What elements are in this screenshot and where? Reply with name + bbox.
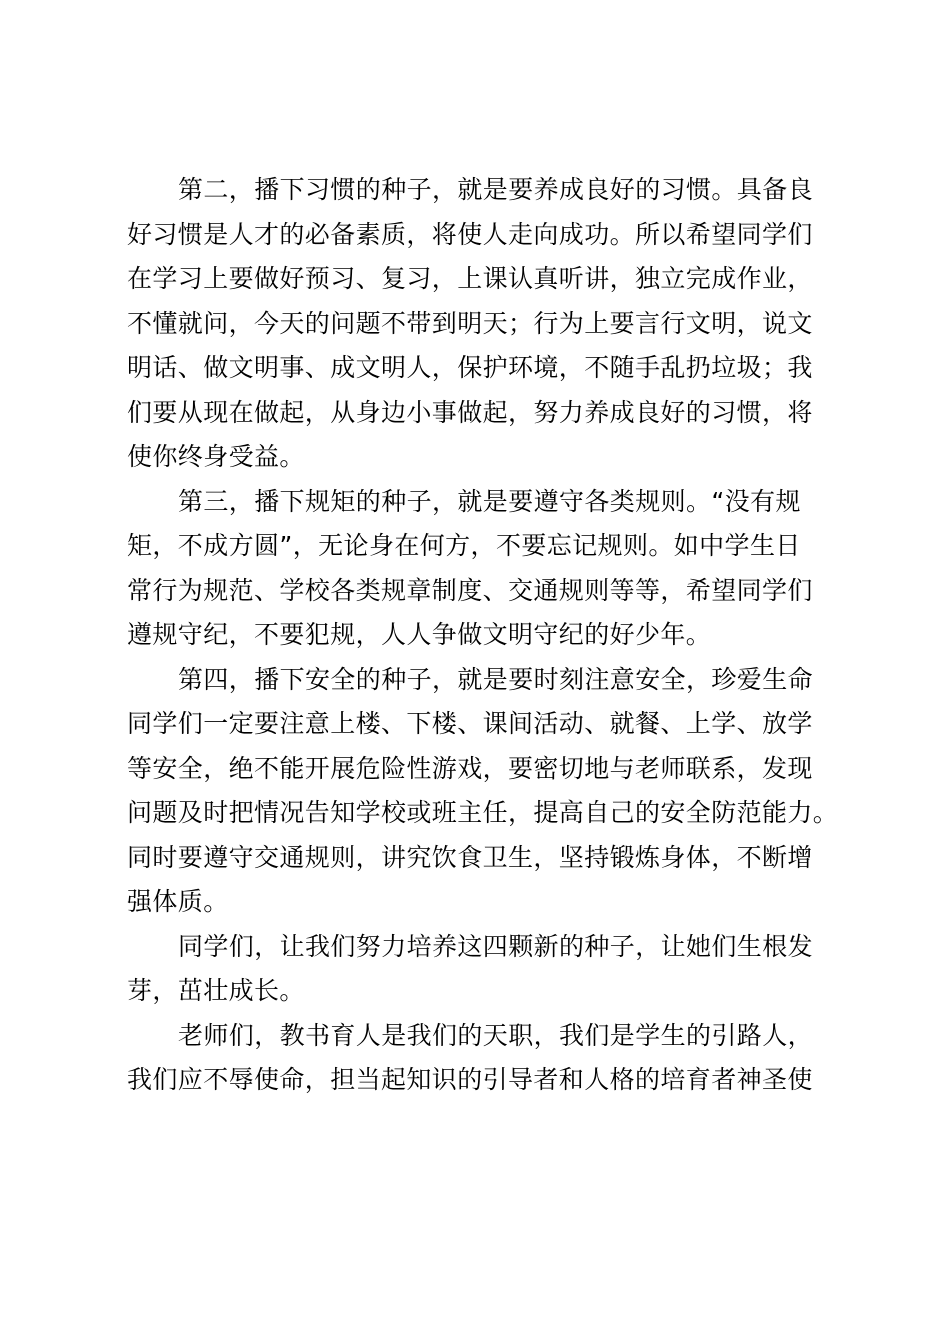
text-line: 芽，茁壮成长。 xyxy=(127,976,305,1005)
text-line: 问题及时把情况告知学校或班主任，提高自己的安全防范能力。 xyxy=(127,798,839,827)
text-line: 不懂就问，今天的问题不带到明天；行为上要言行文明，说文 xyxy=(127,308,813,338)
text-line: 使你终身受益。 xyxy=(127,442,305,471)
text-line: 我们应不辱使命，担当起知识的引导者和人格的培育者神圣使 xyxy=(127,1065,813,1094)
text-line: 第二，播下习惯的种子，就是要养成良好的习惯。具备良 xyxy=(178,175,814,204)
text-line: 同时要遵守交通规则，讲究饮食卫生，坚持锻炼身体，不断增 xyxy=(127,842,813,872)
text-line: 矩，不成方圆”，无论身在何方，不要忘记规则。如中学生日 xyxy=(127,531,801,560)
paragraph-habits xyxy=(127,168,847,480)
paragraph-safety xyxy=(127,658,847,925)
text-line: 强体质。 xyxy=(127,887,229,916)
text-line: 同学们，让我们努力培养这四颗新的种子，让她们生根发 xyxy=(178,931,814,961)
text-line: 等安全，绝不能开展危险性游戏，要密切地与老师联系，发现 xyxy=(127,753,813,783)
text-line: 们要从现在做起，从身边小事做起，努力养成良好的习惯，将 xyxy=(127,397,813,427)
text-line: 好习惯是人才的必备素质，将使人走向成功。所以希望同学们 xyxy=(127,219,813,249)
text-line: 在学习上要做好预习、复习，上课认真听讲，独立完成作业， xyxy=(127,264,813,293)
text-line: 第三，播下规矩的种子，就是要遵守各类规则。“没有规 xyxy=(178,486,801,516)
paragraph-rules xyxy=(127,480,847,658)
text-line: 遵规守纪，不要犯规，人人争做文明守纪的好少年。 xyxy=(127,620,712,649)
document-body xyxy=(127,168,847,1103)
text-line: 老师们，教书育人是我们的天职，我们是学生的引路人， xyxy=(178,1020,814,1050)
text-line: 常行为规范、学校各类规章制度、交通规则等等，希望同学们 xyxy=(127,575,813,605)
text-line: 明话、做文明事、成文明人，保护环境，不随手乱扔垃圾；我 xyxy=(127,353,813,382)
paragraph-teachers xyxy=(127,1014,847,1103)
text-line: 第四，播下安全的种子，就是要时刻注意安全，珍爱生命 xyxy=(178,664,814,694)
text-line: 同学们一定要注意上楼、下楼、课间活动、就餐、上学、放学 xyxy=(127,709,813,738)
paragraph-students xyxy=(127,925,847,1014)
